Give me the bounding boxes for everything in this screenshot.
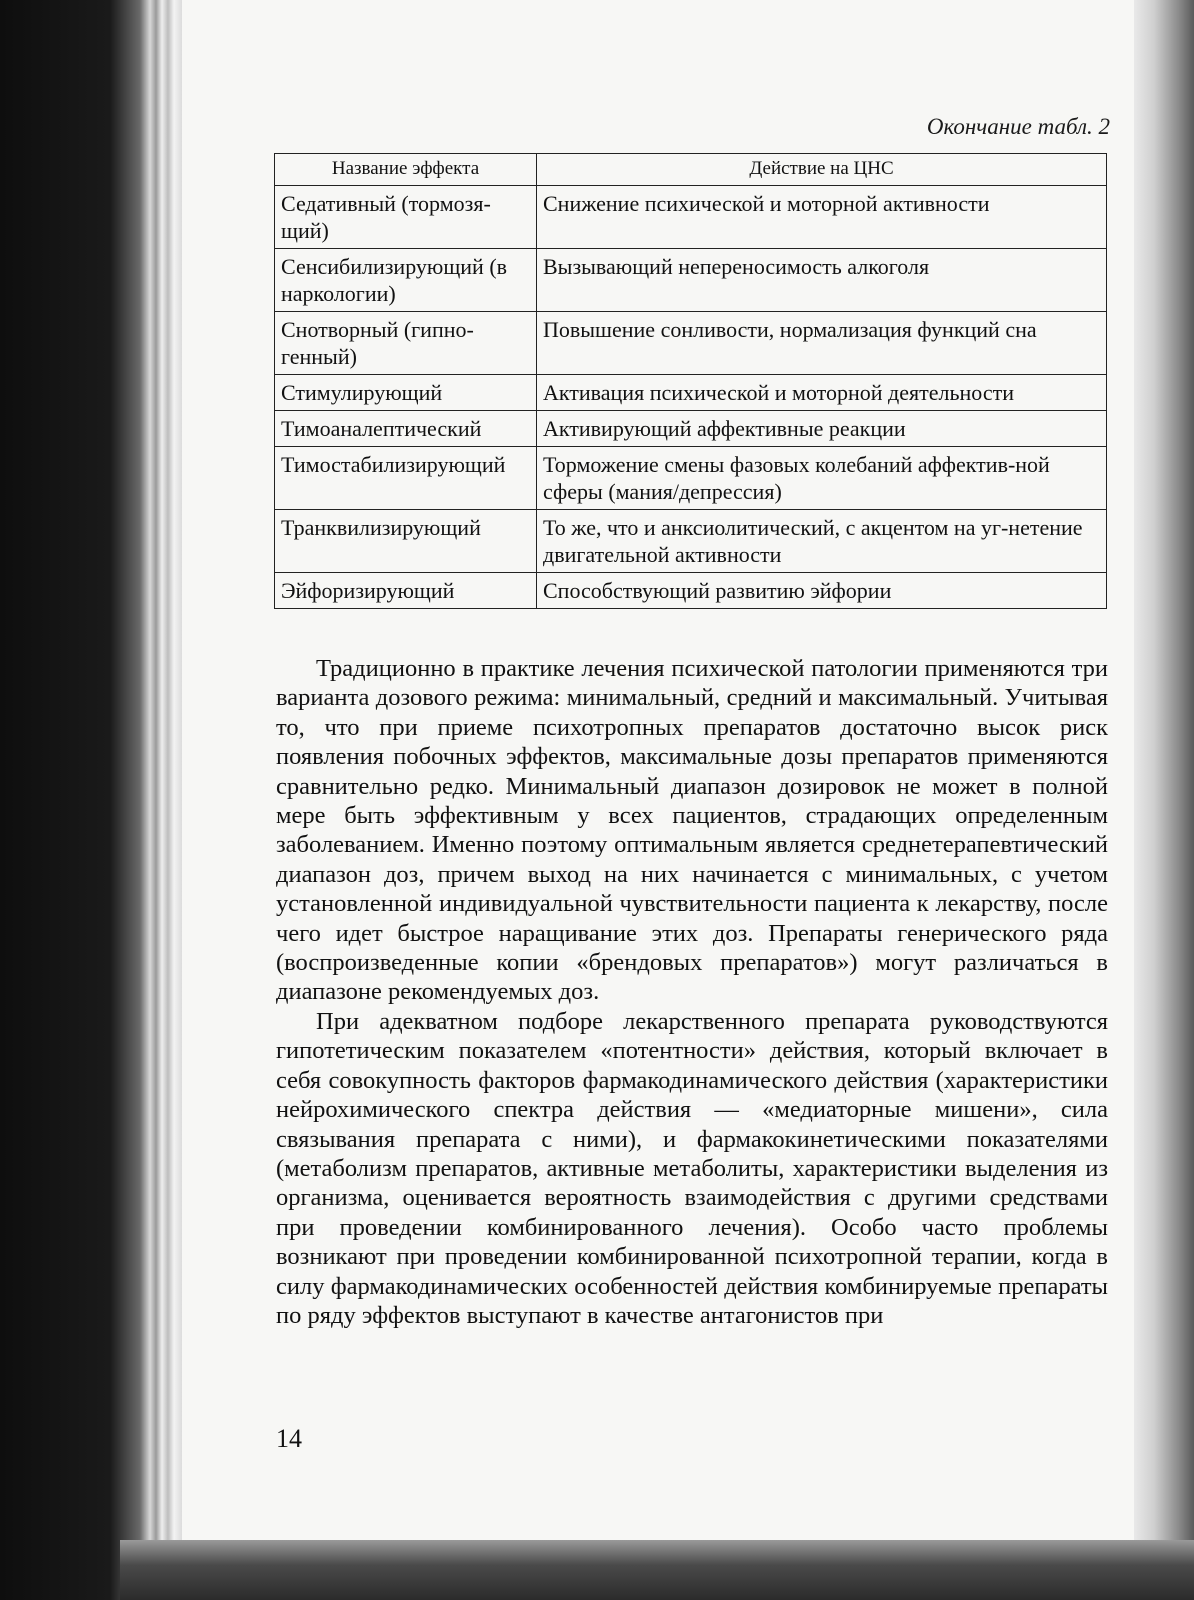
effect-name-cell: Тимостабилизирующий	[275, 447, 537, 510]
cns-action-cell: То же, что и анксиолитический, с акцентом на уг-нетение двигательной активности	[537, 510, 1107, 573]
table-row	[275, 186, 1107, 249]
table-header-row	[275, 154, 1107, 186]
cns-action-cell: Повышение сонливости, нормализация функций сна	[537, 312, 1107, 375]
effect-name-cell: Эйфоризирующий	[275, 573, 537, 609]
header-cns-action: Действие на ЦНС	[537, 154, 1107, 186]
page-bottom-shadow	[120, 1540, 1194, 1600]
effect-name-cell: Сенсибилизирующий (в наркологии)	[275, 249, 537, 312]
cns-action-cell: Активация психической и моторной деятельности	[537, 375, 1107, 411]
cns-action-cell: Способствующий развитию эйфории	[537, 573, 1107, 609]
body-text	[276, 654, 1108, 1330]
cns-action-cell: Вызывающий непереносимость алкоголя	[537, 249, 1107, 312]
cns-action-cell: Активирующий аффективные реакции	[537, 411, 1107, 447]
table-row	[275, 510, 1107, 573]
page-number: 14	[276, 1424, 302, 1453]
paragraph: При адекватном подборе лекарственного препарата руководствуются гипотетическим показателем «потентности» действия, который включает в себя совокупность факторов фармакодинамического действия (характеристики нейрохимического спектра действия — «медиаторные мишени», сила связывания препарата с ними), и фармакокинетическими показателями (метаболизм препаратов, активные метаболиты, характеристики выделения из организма, оценивается вероятность взаимодействия с другими средствами при проведении комбинированного лечения). Особо часто проблемы возникают при проведении комбинированной психотропной терапии, когда в силу фармакодинамических особенностей действия комбинируемые препараты по ряду эффектов выступают в качестве антагонистов при	[276, 1007, 1108, 1329]
book-binding	[0, 0, 182, 1600]
cns-action-cell: Торможение смены фазовых колебаний аффектив-ной сферы (мания/депрессия)	[537, 447, 1107, 510]
paragraph: Традиционно в практике лечения психической патологии применяются три варианта дозового режима: минимальный, средний и максимальный. Учитывая то, что при приеме психотропных препаратов достаточно высок риск появления побочных эффектов, максимальные дозы препаратов применяются сравнительно редко. Минимальный диапазон дозировок не может в полной мере быть эффективным у всех пациентов, страдающих определенным заболеванием. Именно поэтому оптимальным является среднетерапевтический диапазон доз, причем выход на них начинается с минимальных, с учетом установленной индивидуальной чувствительности пациента к лекарству, после чего идет быстрое наращивание этих доз. Препараты генерического ряда (воспроизведенные копии «брендовых препаратов») могут различаться в диапазоне рекомендуемых доз.	[276, 655, 1108, 1006]
table-caption: Окончание табл. 2	[926, 114, 1110, 139]
effect-name-cell: Транквилизирующий	[275, 510, 537, 573]
effect-name-cell: Тимоаналептический	[275, 411, 537, 447]
header-effect-name: Название эффекта	[275, 154, 537, 186]
effect-name-cell: Стимулирующий	[275, 375, 537, 411]
table-row	[275, 411, 1107, 447]
effect-name-cell: Снотворный (гипно-генный)	[275, 312, 537, 375]
table-row	[275, 447, 1107, 510]
cns-action-cell: Снижение психической и моторной активности	[537, 186, 1107, 249]
table-row	[275, 312, 1107, 375]
effects-table	[274, 153, 1107, 609]
table-row	[275, 375, 1107, 411]
table-row	[275, 573, 1107, 609]
effect-name-cell: Седативный (тормозя-щий)	[275, 186, 537, 249]
table-row	[275, 249, 1107, 312]
page-right-edge	[1134, 0, 1194, 1600]
